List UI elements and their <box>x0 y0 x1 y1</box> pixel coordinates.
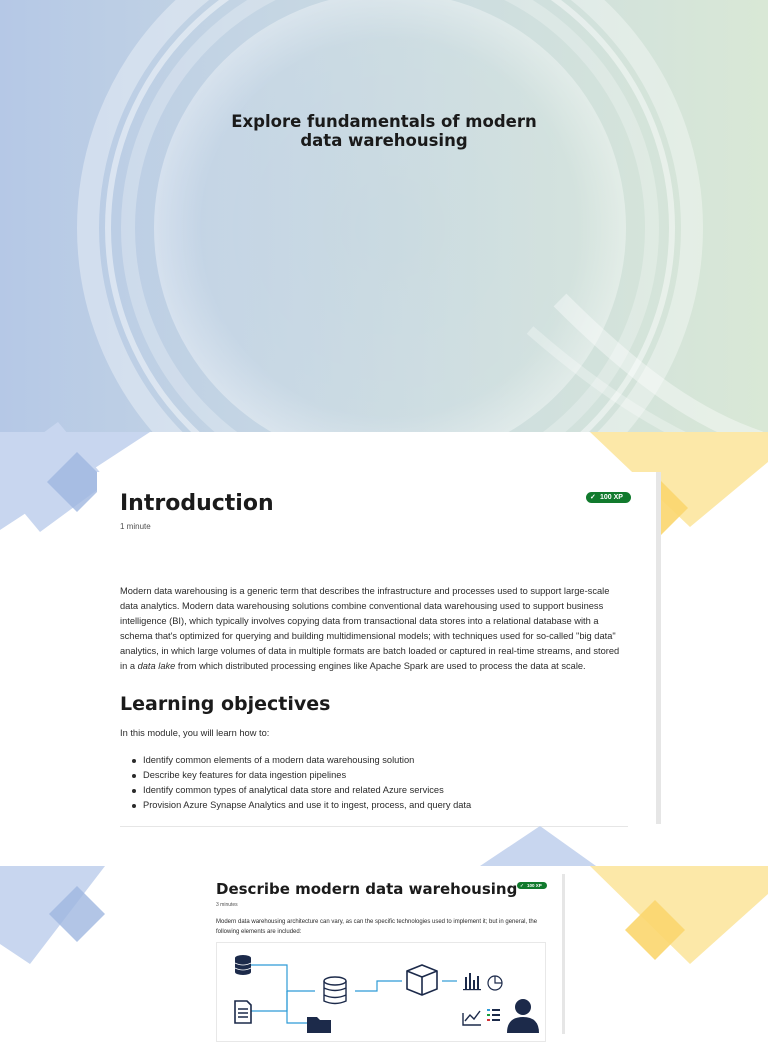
folder-icon <box>307 1017 331 1033</box>
checkmark-icon: ✓ <box>590 494 596 501</box>
architecture-diagram-graphic <box>217 943 547 1043</box>
describe-card <box>205 874 565 1034</box>
introduction-slide <box>0 432 768 834</box>
objective-item: Describe key features for data ingestion pipelines <box>143 768 471 783</box>
architecture-diagram <box>216 942 546 1042</box>
introduction-card <box>97 472 661 824</box>
xp-badge-small <box>517 882 547 889</box>
unit-title: Describe modern data warehousing <box>216 880 518 898</box>
storage-icon <box>324 977 346 1004</box>
pie-chart-icon <box>488 976 502 990</box>
xp-badge <box>586 492 631 503</box>
xp-label: 100 XP <box>527 883 542 888</box>
module-title-line-2: data warehousing <box>300 131 468 150</box>
module-hero <box>0 0 768 432</box>
checkmark-icon: ✓ <box>520 883 524 888</box>
introduction-paragraph <box>120 584 625 674</box>
module-title <box>184 112 584 150</box>
describe-slide <box>0 834 768 1024</box>
hero-ring-graphic <box>0 0 768 432</box>
data-lake-term: data lake <box>137 661 176 671</box>
line-chart-icon <box>463 1011 481 1025</box>
learning-objectives-list <box>143 753 471 813</box>
divider <box>120 826 628 827</box>
learning-objectives-heading: Learning objectives <box>120 693 331 715</box>
objective-item: Identify common elements of a modern data warehousing solution <box>143 753 471 768</box>
unit-title: Introduction <box>120 491 274 516</box>
bar-chart-icon <box>463 973 481 990</box>
database-icon <box>235 955 251 975</box>
xp-label: 100 XP <box>600 494 623 501</box>
unit-duration: 1 minute <box>120 522 151 531</box>
user-icon <box>507 999 539 1033</box>
module-title-line-1: Explore fundamentals of modern <box>231 112 537 131</box>
cube-icon <box>407 965 437 995</box>
objective-item: Identify common types of analytical data store and related Azure services <box>143 783 471 798</box>
learning-objectives-lead: In this module, you will learn how to: <box>120 728 270 738</box>
objective-item: Provision Azure Synapse Analytics and use it to ingest, process, and query data <box>143 798 471 813</box>
unit-duration: 3 minutes <box>216 902 238 908</box>
describe-paragraph: Modern data warehousing architecture can vary, as can the specific technologies used to implement it; but in general, the following elements are included: <box>216 919 538 935</box>
list-icon <box>487 1009 500 1021</box>
paragraph-text-end: from which distributed processing engines like Apache Spark are used to process the data at scale. <box>175 661 586 671</box>
paragraph-text: Modern data warehousing is a generic term that describes the infrastructure and processes used to support large-scale data analytics. Modern data warehousing solutions combine conventional data warehousing used to support business intelligence (BI), which typically involves copying data from transactional data stores into a relational database with a schema that's optimized for querying and building multidimensional models; with techniques used for so-called "big data" analytics, in which large volumes of data in multiple formats are batch loaded or captured in real-time streams, and stored in a <box>120 586 620 671</box>
document-icon <box>235 1001 251 1023</box>
